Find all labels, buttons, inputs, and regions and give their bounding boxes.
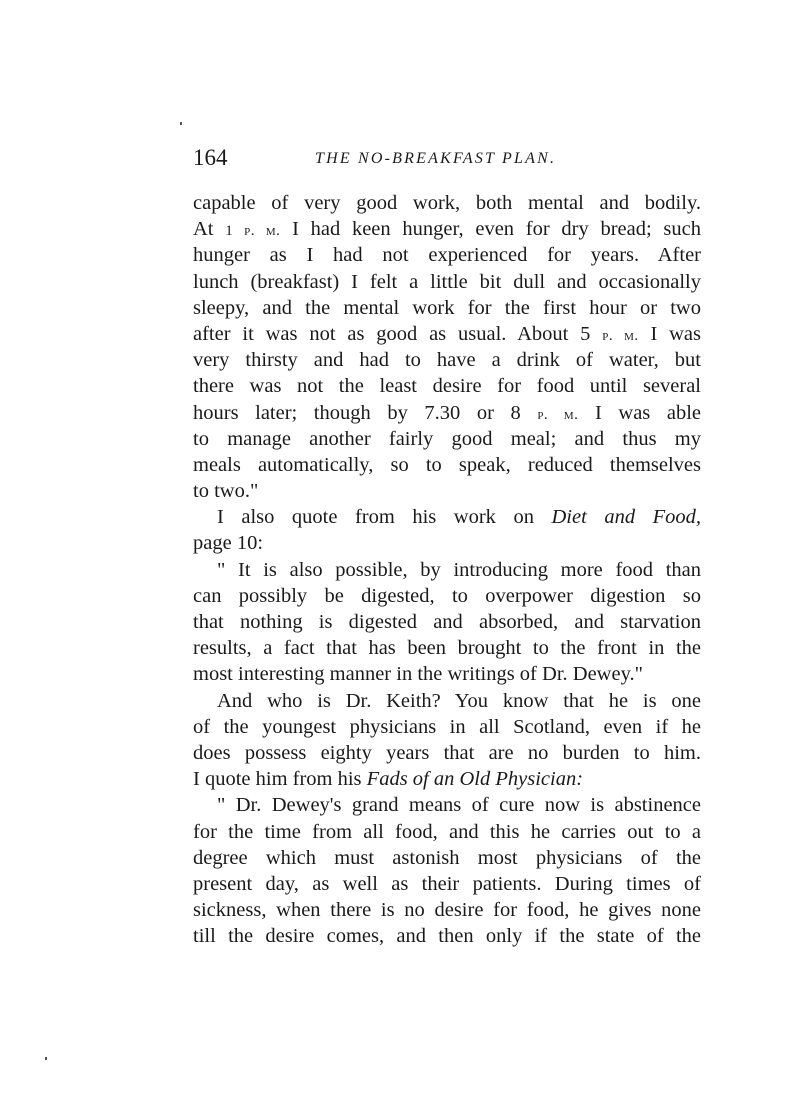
text-line: [193, 216, 701, 242]
time-abbrev: 1 p. m.: [225, 223, 281, 240]
text-run: At: [193, 218, 226, 241]
text-line: till the desire comes, and then only if the state of the: [193, 925, 701, 948]
print-speck: [45, 1057, 47, 1060]
text-line: does possess eighty years that are no burden to him.: [193, 741, 701, 764]
page-header: [193, 144, 703, 172]
text-line: results, a fact that has been brought to the front in the: [193, 637, 701, 660]
page-number: 164: [193, 145, 228, 170]
text-line: lunch (breakfast) I felt a little bit dull and occasionally: [193, 270, 701, 293]
text-line: [193, 321, 701, 347]
text-run: after it was not as good as usual. About 5: [193, 322, 603, 345]
text-line: sleepy, and the mental work for the first hour or two: [193, 296, 701, 319]
text-line: to two.": [193, 480, 259, 503]
text-line: for the time from all food, and this he carries out to a: [193, 820, 701, 843]
time-abbrev: p. m.: [602, 327, 639, 344]
text-line: sickness, when there is no desire for food, he gives none: [193, 899, 701, 922]
text-line: that nothing is digested and absorbed, and starvation: [193, 611, 701, 633]
text-line: can possibly be digested, to overpower digestion so: [193, 584, 701, 607]
text-run: I was: [638, 322, 701, 345]
text-line: " It is also possible, by introducing more food than: [217, 558, 701, 581]
text-line: page 10:: [193, 532, 264, 555]
text-run: I had keen hunger, even for dry bread; such: [280, 218, 701, 241]
body-text: [193, 190, 701, 949]
text-line: very thirsty and had to have a drink of water, but: [193, 349, 701, 372]
text-line: And who is Dr. Keith? You know that he is one: [217, 689, 701, 712]
text-line: [193, 504, 701, 530]
text-run: I quote him from his: [193, 768, 367, 791]
running-title: THE NO-BREAKFAST PLAN.: [315, 150, 557, 167]
text-line: meals automatically, so to speak, reduced themselves: [193, 453, 701, 476]
text-line: hunger as I had not experienced for years. After: [193, 244, 701, 267]
text-line: " Dr. Dewey's grand means of cure now is abstinence: [217, 794, 701, 817]
text-line: of the youngest physicians in all Scotland, even if he: [193, 715, 701, 738]
text-line: to manage another fairly good meal; and thus my: [193, 427, 701, 450]
text-line: present day, as well as their patients. During times of: [193, 872, 701, 895]
print-speck: [180, 122, 182, 125]
text-line: most interesting manner in the writings of Dr. Dewey.": [193, 663, 643, 686]
text-run: hours later; though by 7.30 or 8: [193, 401, 538, 424]
text-line: there was not the least desire for food until several: [193, 375, 701, 398]
time-abbrev: p. m.: [537, 406, 579, 423]
text-line: [193, 400, 701, 426]
text-run: I also quote from his work on: [217, 506, 552, 529]
book-title: Diet and Food,: [551, 506, 701, 529]
text-line: capable of very good work, both mental and bodily.: [193, 192, 701, 214]
book-title: Fads of an Old Physician:: [366, 768, 584, 791]
text-run: I was able: [578, 401, 701, 424]
text-line: [193, 766, 701, 792]
text-line: degree which must astonish most physicians of the: [193, 846, 701, 869]
